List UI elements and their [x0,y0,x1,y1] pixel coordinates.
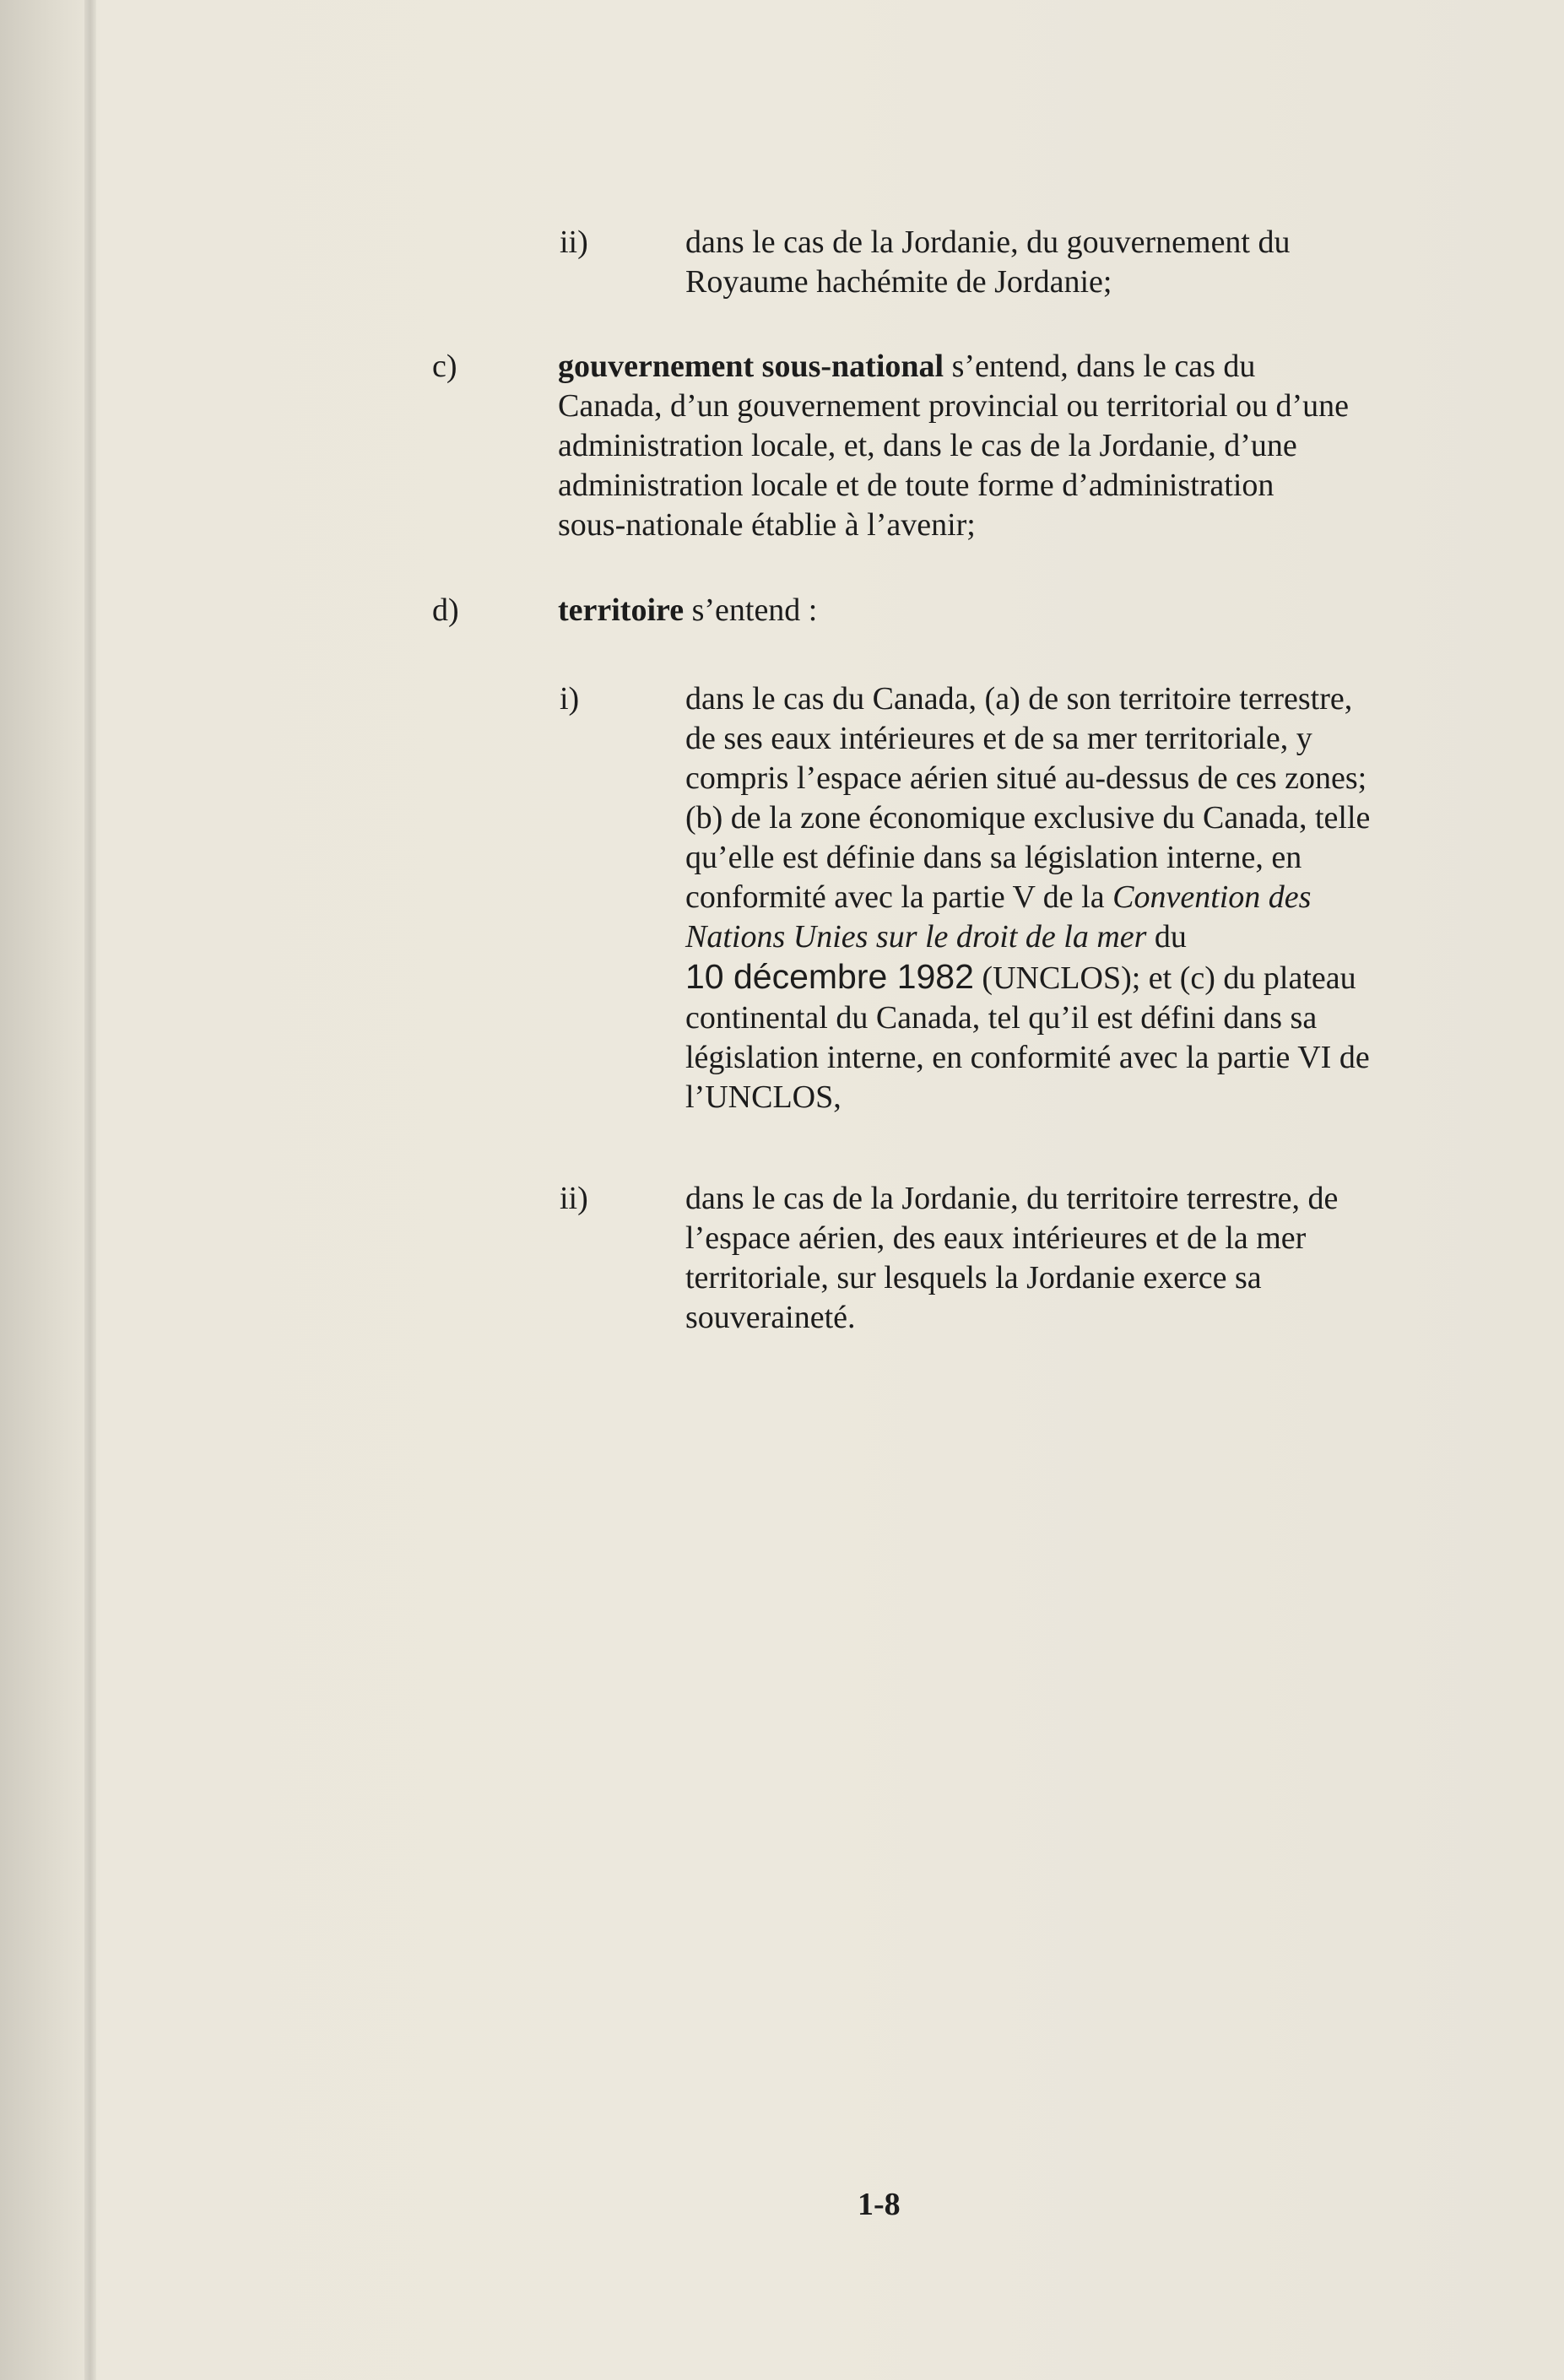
text-line: continental du Canada, tel qu’il est défini dans sa [685,1000,1318,1036]
text-line: dans le cas de la Jordanie, du gouvernement du [685,224,1291,260]
paragraph-definition-territory [558,591,817,630]
text-line: territoriale, sur lesquels la Jordanie exerce sa [685,1260,1262,1295]
convention-title: Nations Unies sur le droit de la mer [685,919,1147,955]
paragraph-definition-subnational [558,347,1349,545]
text-line: Canada, d’un gouvernement provincial ou territorial ou d’une [558,388,1350,424]
defined-term: gouvernement sous-national [558,349,944,384]
text-line: l’UNCLOS, [685,1079,842,1115]
text-line: administration locale, et, dans le cas de la Jordanie, d’une [558,428,1297,463]
text-line: sous-nationale établie à l’avenir; [558,507,976,543]
item-label-d: d) [432,592,459,628]
text-line: dans le cas de la Jordanie, du territoire terrestre, de [685,1181,1339,1216]
convention-title: Convention des [1112,879,1312,915]
text-line: qu’elle est définie dans sa législation interne, en [685,840,1302,875]
text-line: gouvernement sous-national s’entend, dans le cas du [558,349,1256,384]
text-line: Nations Unies sur le droit de la mer du [685,919,1187,955]
text-line: compris l’espace aérien situé au-dessus de ces zones; [685,760,1367,796]
paragraph-territory-canada [685,679,1370,1117]
binding-shadow [84,0,96,2380]
text-line: conformité avec la partie V de la Convention des [685,879,1312,915]
page-number: 1-8 [858,2187,901,2222]
paragraph-jordan-government [685,223,1291,302]
item-label-ii: ii) [560,1181,588,1216]
paragraph-territory-jordan [685,1179,1338,1338]
text-line: dans le cas du Canada, (a) de son territoire terrestre, [685,681,1353,717]
text-line: (b) de la zone économique exclusive du Canada, telle [685,800,1371,836]
defined-term: territoire [558,592,685,628]
text-line: administration locale et de toute forme d’administration [558,468,1274,503]
text-line: l’espace aérien, des eaux intérieures et de la mer [685,1220,1307,1256]
text-line: souveraineté. [685,1300,856,1335]
text-line: législation interne, en conformité avec la partie VI de [685,1040,1370,1075]
text-line: 10 décembre 1982 (UNCLOS); et (c) du plateau [685,957,1356,996]
item-label-ii: ii) [560,224,588,260]
text-line: territoire s’entend : [558,592,818,628]
text-line: de ses eaux intérieures et de sa mer territoriale, y [685,721,1312,756]
text-line: Royaume hachémite de Jordanie; [685,264,1112,300]
item-label-i: i) [560,681,580,717]
item-label-c: c) [432,349,457,384]
convention-date: 10 décembre 1982 [685,957,974,996]
